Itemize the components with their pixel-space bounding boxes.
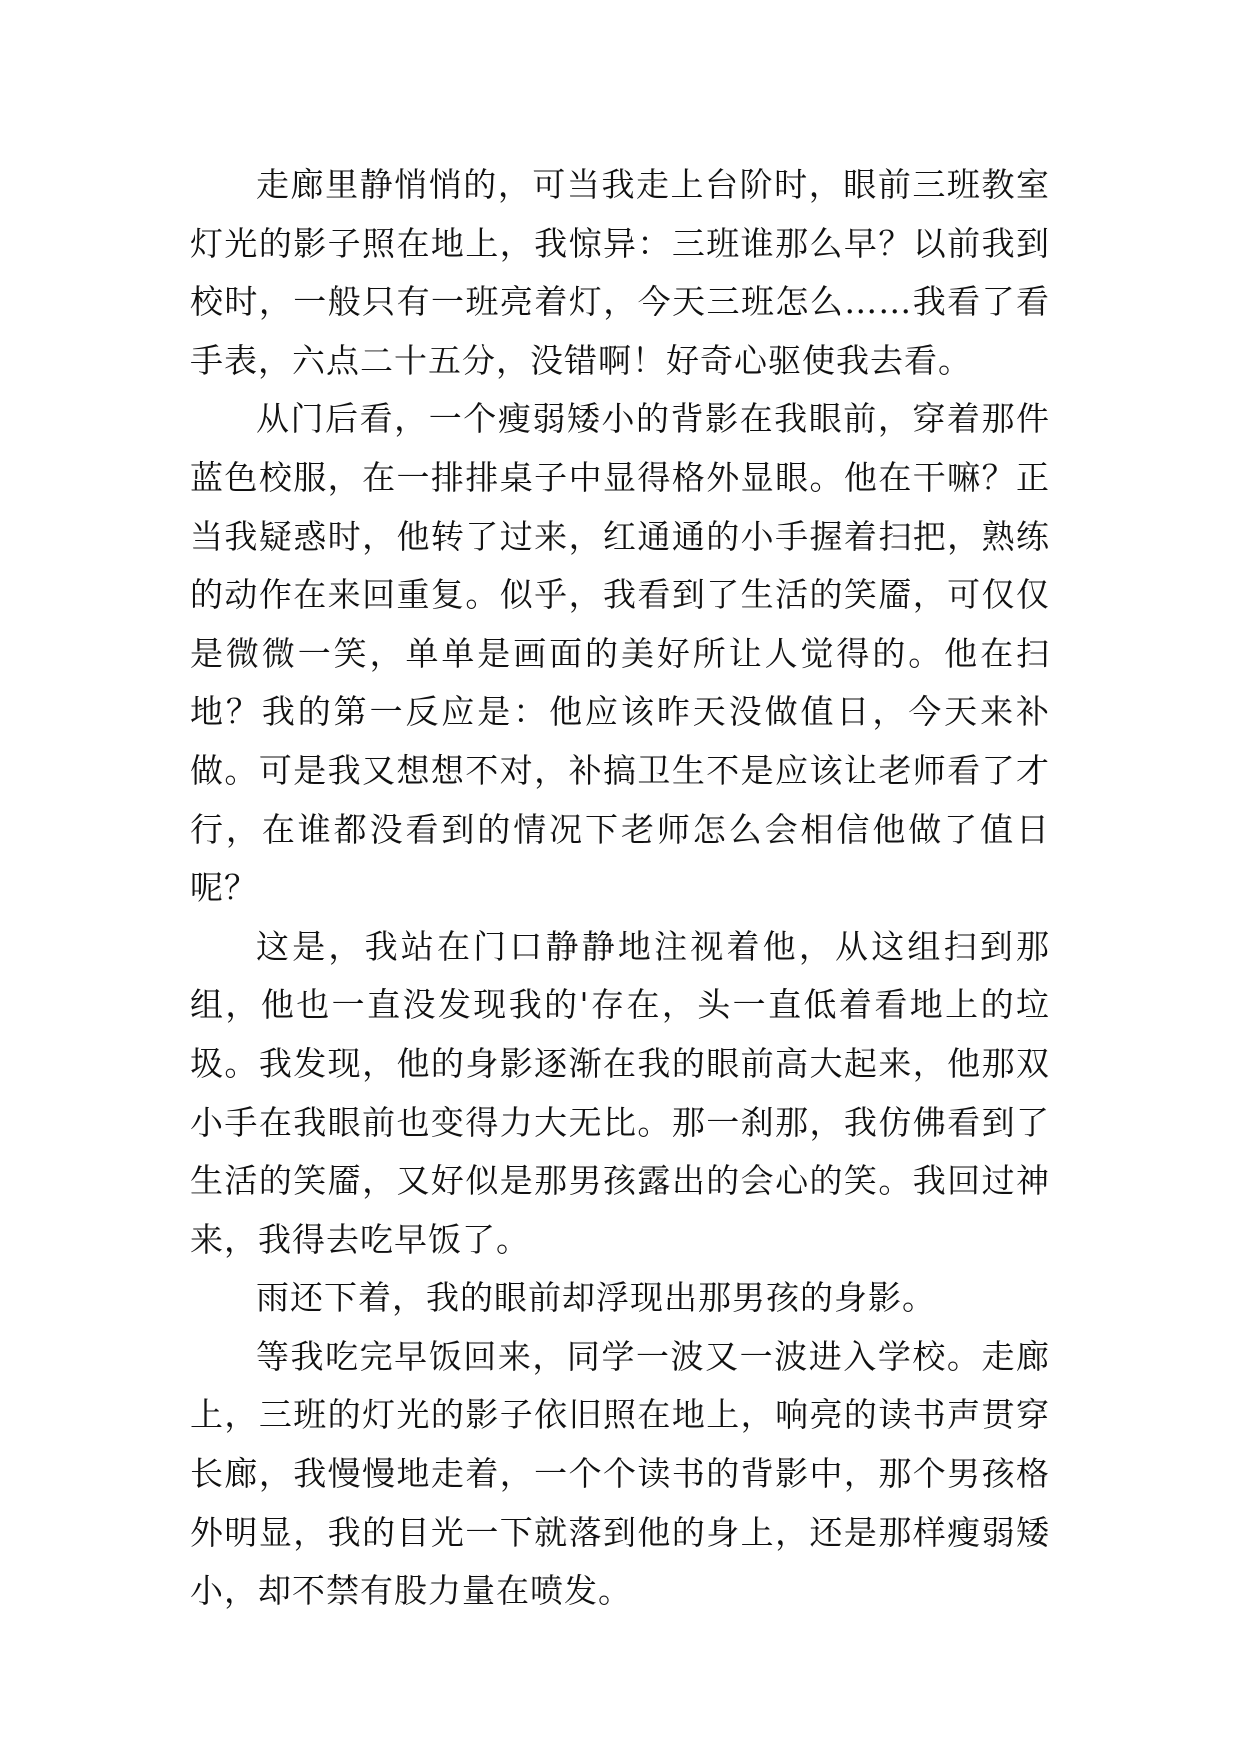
body-text bbox=[190, 156, 1050, 1621]
paragraph-2: 从门后看，一个瘦弱矮小的背影在我眼前，穿着那件蓝色校服，在一排排桌子中显得格外显眼。他在干嘛？正当我疑惑时，他转了过来，红通通的小手握着扫把，熟练的动作在来回重复。似乎，我看到了生活的笑靥，可仅仅是微微一笑，单单是画面的美好所让人觉得的。他在扫地？我的第一反应是：他应该昨天没做值日，今天来补做。可是我又想想不对，补搞卫生不是应该让老师看了才行，在谁都没看到的情况下老师怎么会相信他做了值日呢？ bbox=[190, 399, 1050, 908]
paragraph-3: 这是，我站在门口静静地注视着他，从这组扫到那组，他也一直没发现我的'存在，头一直低着看地上的垃圾。我发现，他的身影逐渐在我的眼前高大起来，他那双小手在我眼前也变得力大无比。那一刹那，我仿佛看到了生活的笑靥，又好似是那男孩露出的会心的笑。我回过神来，我得去吃早饭了。 bbox=[190, 926, 1050, 1259]
paragraph-1: 走廊里静悄悄的，可当我走上台阶时，眼前三班教室灯光的影子照在地上，我惊异：三班谁那么早？以前我到校时，一般只有一班亮着灯，今天三班怎么……我看了看手表，六点二十五分，没错啊！好奇心驱使我去看。 bbox=[190, 165, 1050, 380]
paragraph-5: 等我吃完早饭回来，同学一波又一波进入学校。走廊上，三班的灯光的影子依旧照在地上，响亮的读书声贯穿长廊，我慢慢地走着，一个个读书的背影中，那个男孩格外明显，我的目光一下就落到他的身上，还是那样瘦弱矮小，却不禁有股力量在喷发。 bbox=[190, 1336, 1050, 1611]
paragraph-4: 雨还下着，我的眼前却浮现出那男孩的身影。 bbox=[256, 1278, 936, 1318]
